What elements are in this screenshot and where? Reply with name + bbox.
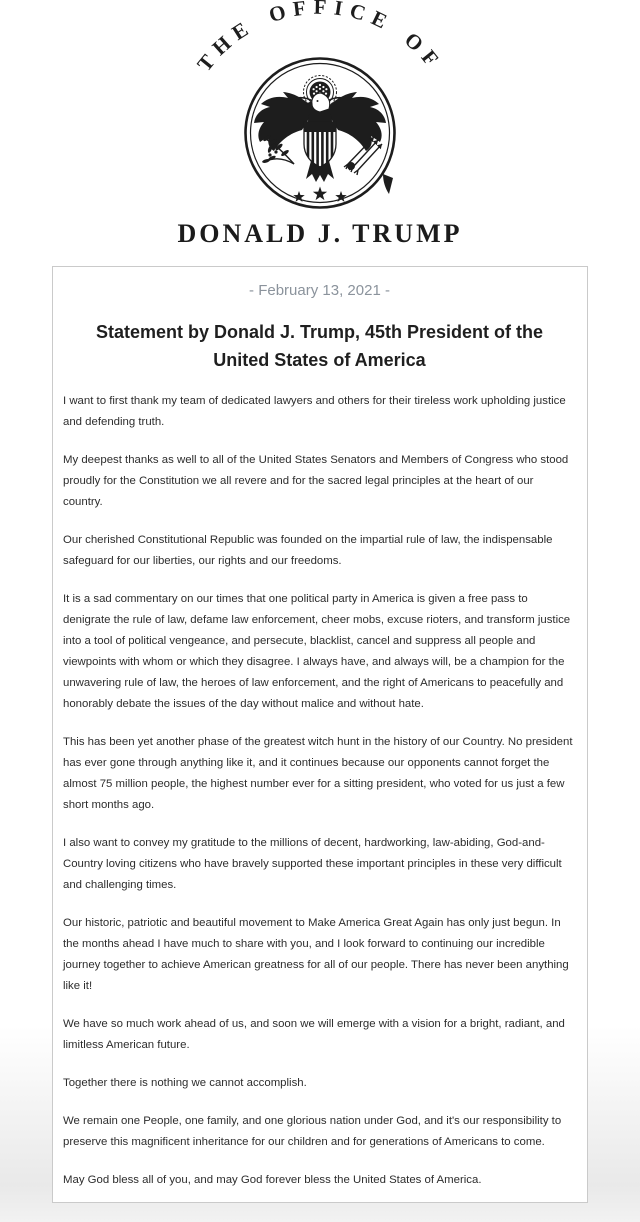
statement-paragraph: My deepest thanks as well to all of the United States Senators and Members of Congress who stood proudly for the Constitution we all revere and for the sacred legal principles at the heart of our country. — [63, 454, 569, 508]
letterhead — [0, 0, 640, 249]
statement-paragraph: I also want to convey my gratitude to the millions of decent, hardworking, law-abiding, God-and-Country loving citizens who have bravely supported these important principles in these very difficult and challenging times. — [63, 837, 562, 891]
statement-paragraph: This has been yet another phase of the greatest witch hunt in the history of our Country. No president has ever gone through anything like it, and it continues because our opponents cannot forget the almost 75 million people, the highest number ever for a sitting president, who voted for us just a few short months ago. — [63, 736, 573, 811]
statement-paragraph: Our cherished Constitutional Republic was founded on the impartial rule of law, the indispensable safeguard for our liberties, our rights and our freedoms. — [63, 534, 553, 567]
statement-paragraph: It is a sad commentary on our times that one political party in America is given a free pass to denigrate the rule of law, defame law enforcement, cheer mobs, excuse rioters, and transform justice into a tool of political vengeance, and persecute, blacklist, cancel and suppress all people and viewpoints with whom or which they disagree. I always have, and always will, be a champion for the unwavering rule of law, the heroes of law enforcement, and the right of Americans to peacefully and honorably debate the issues of the day without malice and without hate. — [63, 593, 571, 710]
statement-title: Statement by Donald J. Trump, 45th President of the United States of America — [95, 322, 544, 370]
seal-emblem — [246, 59, 395, 208]
statement-paragraph: Our historic, patriotic and beautiful movement to Make America Great Again has only just begun. In the months ahead I have much to share with you, and I look forward to continuing our incredible journey together to achieve American greatness for all of our people. There has never been anything like it! — [63, 917, 569, 992]
statement-card — [52, 266, 588, 1203]
presidential-eagle-seal-icon — [0, 0, 640, 216]
statement-paragraph: May God bless all of you, and may God forever bless the United States of America. — [63, 1174, 482, 1186]
statement-date: - February 13, 2021 - — [249, 282, 390, 299]
statement-paragraph: Together there is nothing we cannot accomplish. — [63, 1077, 307, 1089]
statement-paragraph: We have so much work ahead of us, and soon we will emerge with a vision for a bright, radiant, and limitless American future. — [63, 1018, 565, 1051]
office-arc-text: THE OFFICE OF — [192, 0, 448, 76]
statement-paragraph: I want to first thank my team of dedicated lawyers and others for their tireless work upholding justice and defending truth. — [63, 395, 566, 428]
office-holder-name: DONALD J. TRUMP — [177, 219, 463, 248]
statement-paragraph: We remain one People, one family, and one glorious nation under God, and it's our responsibility to preserve this magnificent inheritance for our children and for generations of Americans to come. — [63, 1115, 562, 1148]
